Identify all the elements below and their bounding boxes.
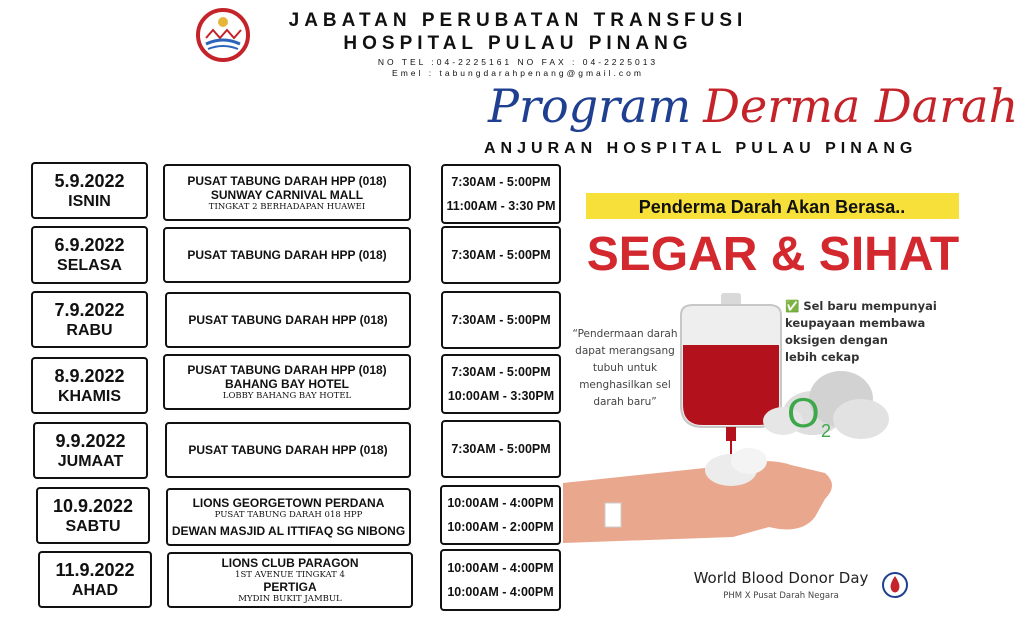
venue-line: PERTIGA	[263, 580, 317, 594]
day-text: SELASA	[57, 257, 122, 274]
date-box	[36, 487, 150, 544]
quote-line: tubuh untuk	[592, 362, 658, 374]
date-box	[33, 422, 148, 479]
date-text: 10.9.2022	[52, 495, 134, 516]
time-box	[441, 164, 561, 224]
venue-box	[163, 227, 411, 283]
poster-artwork	[563, 165, 960, 612]
date-text: 7.9.2022	[54, 299, 125, 320]
time-slot: 7:30AM - 5:00PM	[451, 248, 551, 262]
time-slot: 10:00AM - 4:00PM	[447, 561, 554, 575]
benefit-line: keupayaan membawa	[785, 316, 926, 330]
date-text: 6.9.2022	[54, 235, 125, 255]
date-box	[31, 357, 148, 414]
venue-box	[167, 552, 413, 608]
date-box	[38, 551, 152, 608]
venue-line: BAHANG BAY HOTEL	[224, 377, 349, 391]
date-box	[31, 226, 148, 284]
venue-line: PUSAT TABUNG DARAH HPP (018)	[187, 248, 387, 262]
venue-line: PUSAT TABUNG DARAH HPP (018)	[187, 173, 387, 188]
date-text: 5.9.2022	[54, 170, 125, 191]
contact-email: Emel : tabungdarahpenang@gmail.com	[392, 68, 644, 78]
venue-subline: PUSAT TABUNG DARAH 018 HPP	[214, 510, 363, 520]
program-title-blue: Program	[488, 79, 692, 133]
venue-box	[163, 164, 411, 221]
time-slot: 10:00AM - 3:30PM	[447, 389, 555, 403]
day-text: ISNIN	[68, 192, 111, 210]
venue-subline: TINGKAT 2 BERHADAPAN HUAWEI	[208, 201, 366, 212]
organizer-line: ANJURAN HOSPITAL PULAU PINANG	[484, 140, 918, 157]
quote-line: menghasilkan sel	[579, 379, 671, 391]
time-slot: 11:00AM - 3:30 PM	[446, 199, 556, 213]
venue-subline: MYDIN BUKIT JAMBUL	[238, 594, 342, 604]
time-slot: 7:30AM - 5:00PM	[451, 365, 551, 379]
department-name: JABATAN PERUBATAN TRANSFUSI	[288, 10, 748, 31]
venue-line: DEWAN MASJID AL ITTIFAQ SG NIBONG	[171, 524, 406, 538]
quote-line: darah baru”	[593, 396, 657, 408]
venue-box	[165, 292, 411, 348]
venue-line: LIONS GEORGETOWN PERDANA	[192, 496, 385, 510]
day-text: AHAD	[71, 581, 119, 599]
venue-line: LIONS CLUB PARAGON	[221, 556, 359, 570]
date-text: 9.9.2022	[55, 430, 126, 451]
headline-text: SEGAR & SIHAT	[586, 228, 960, 281]
date-text: 11.9.2022	[55, 559, 135, 580]
banner-text: Penderma Darah Akan Berasa..	[638, 197, 906, 217]
time-slot: 7:30AM - 5:00PM	[451, 175, 551, 189]
hospital-name: HOSPITAL PULAU PINANG	[343, 33, 693, 54]
time-slot: 7:30AM - 5:00PM	[451, 442, 551, 456]
time-slot: 10:00AM - 2:00PM	[447, 520, 554, 534]
blood-drop-logo-icon	[883, 573, 907, 597]
hospital-emblem-icon	[196, 8, 250, 62]
day-text: JUMAAT	[57, 452, 124, 470]
date-text: 8.9.2022	[54, 365, 125, 386]
footer-title: World Blood Donor Day	[693, 569, 869, 587]
time-slot: 10:00AM - 4:00PM	[447, 496, 554, 510]
quote-line: dapat merangsang	[575, 345, 675, 357]
time-slot: 10:00AM - 4:00PM	[447, 585, 554, 599]
time-box	[440, 485, 561, 545]
day-text: SABTU	[65, 517, 121, 535]
venue-line: PUSAT TABUNG DARAH HPP (018)	[188, 313, 388, 327]
venue-subline: 1ST AVENUE TINGKAT 4	[235, 570, 345, 580]
venue-line: PUSAT TABUNG DARAH HPP (018)	[187, 363, 387, 377]
day-text: RABU	[66, 321, 113, 339]
oxygen-subscript: 2	[821, 421, 832, 441]
time-box	[441, 354, 561, 414]
time-box	[440, 549, 561, 611]
benefit-line: oksigen dengan	[785, 333, 888, 347]
oxygen-symbol: O	[787, 389, 820, 436]
day-text: KHAMIS	[57, 387, 122, 405]
time-slot: 7:30AM - 5:00PM	[451, 313, 551, 327]
venue-subline: LOBBY BAHANG BAY HOTEL	[222, 391, 352, 401]
venue-line: PUSAT TABUNG DARAH HPP (018)	[188, 443, 388, 457]
time-box	[441, 420, 561, 478]
time-box	[441, 291, 561, 349]
footer-subtitle: PHM X Pusat Darah Negara	[723, 591, 839, 601]
blood-donation-poster	[563, 165, 960, 612]
quote-line: “Pendermaan darah	[572, 328, 678, 340]
program-title-red: Derma Darah	[703, 79, 1018, 133]
benefit-line: lebih cekap	[785, 350, 860, 364]
date-box	[31, 162, 148, 219]
benefit-line: ✅ Sel baru mempunyai	[785, 299, 937, 313]
venue-line: SUNWAY CARNIVAL MALL	[210, 187, 364, 202]
program-title	[488, 80, 1018, 132]
time-box	[441, 226, 561, 284]
contact-numbers: NO TEL :04-2225161 NO FAX : 04-2225013	[377, 57, 659, 67]
date-box	[31, 291, 148, 348]
venue-box	[165, 422, 411, 478]
venue-box	[166, 488, 411, 546]
venue-box	[163, 354, 411, 410]
